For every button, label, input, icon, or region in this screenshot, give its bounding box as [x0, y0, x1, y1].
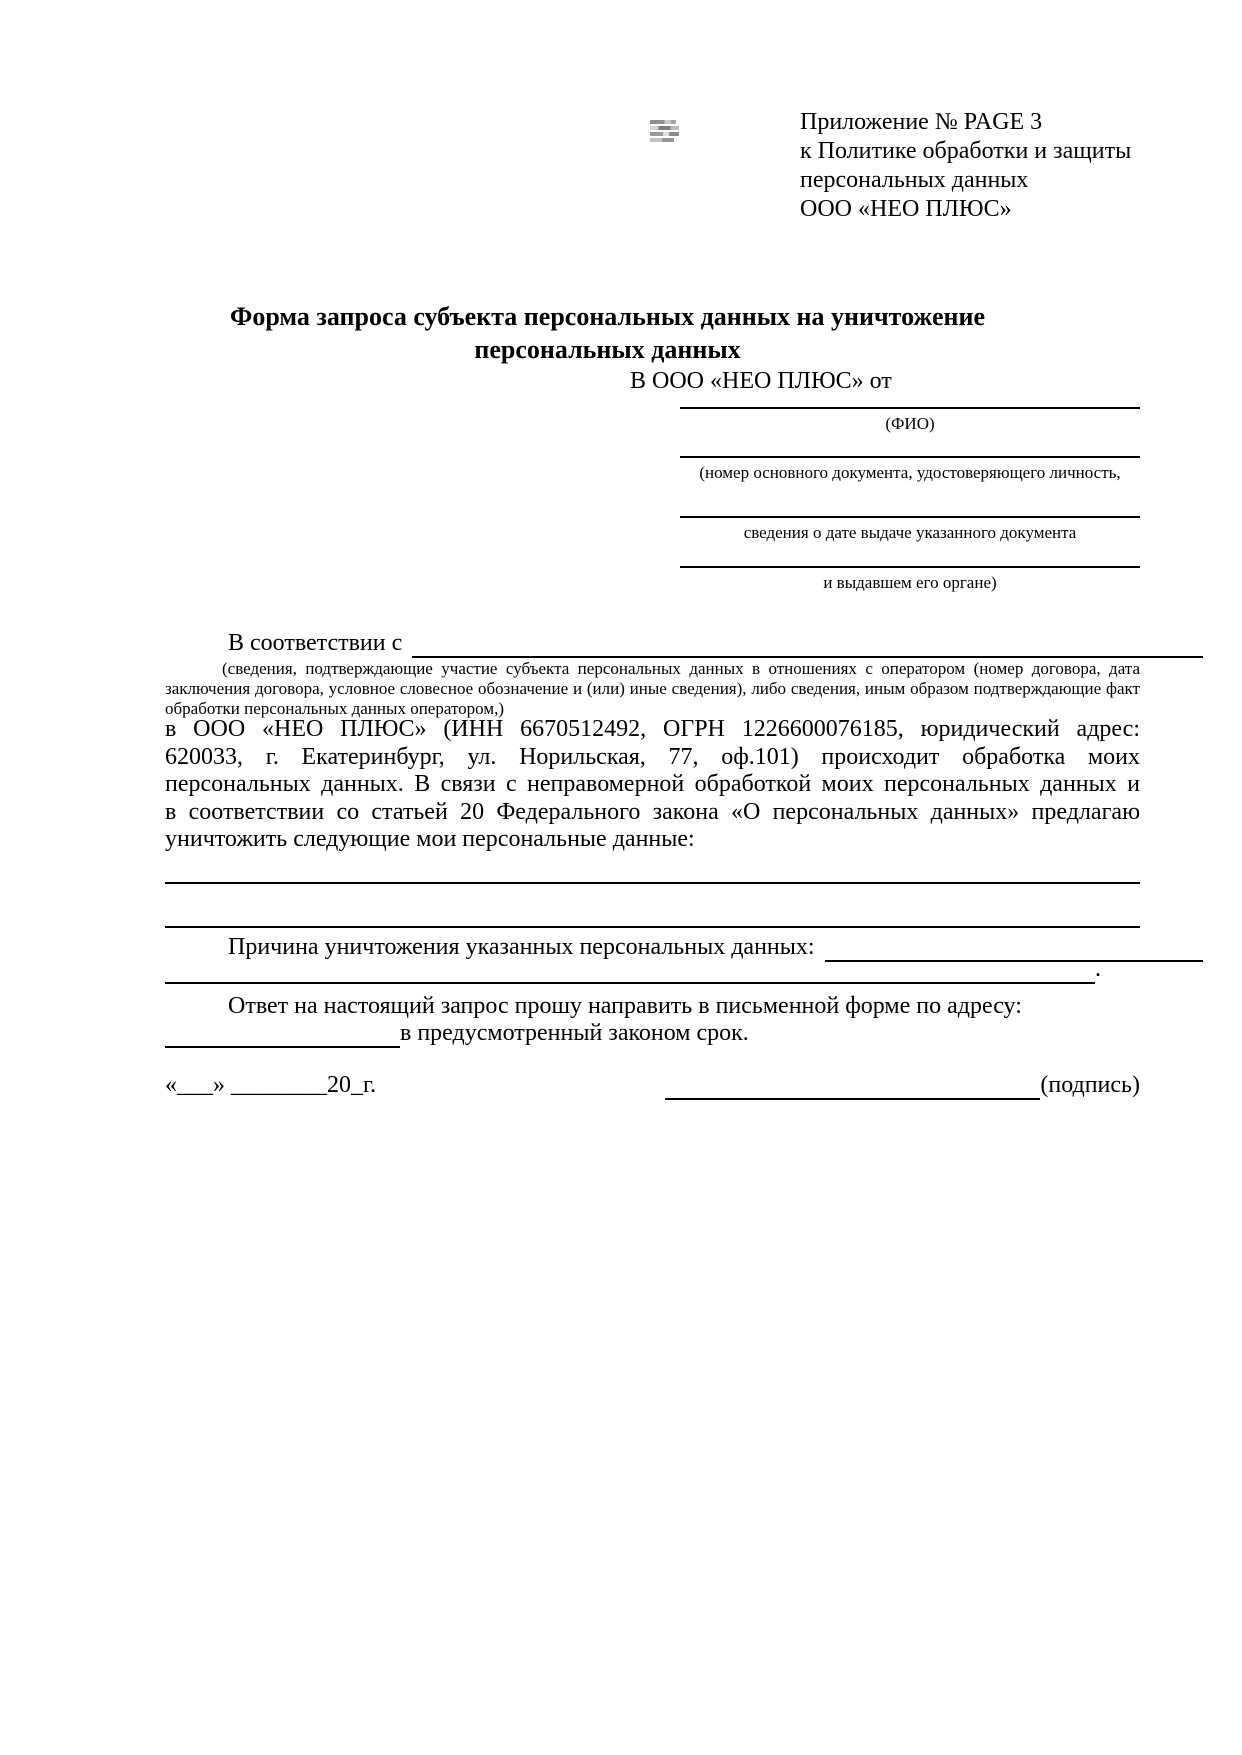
note-line: обработки персональных данных оператором,) [165, 699, 505, 718]
note-line: заключения договора, условное словесное обозначение и (или) иные сведения), либо сведения, иным образом подтверждающие факт [165, 679, 1140, 698]
addressee-line: В ООО «НЕО ПЛЮС» от [630, 368, 892, 394]
reason-continuation-row [165, 956, 1140, 984]
issuing-org-caption: и выдавшем его органе) [823, 573, 997, 592]
signature-caption: (подпись) [1040, 1072, 1140, 1098]
annex-line: ООО «НЕО ПЛЮС» [800, 196, 1012, 222]
main-paragraph [165, 716, 1140, 854]
address-input-line[interactable] [165, 1025, 400, 1048]
response-address-row [165, 1020, 1140, 1048]
fio-input-line[interactable] [680, 407, 1140, 409]
form-title [165, 300, 1050, 366]
accordance-row [165, 630, 1203, 658]
note-line: (сведения, подтверждающие участие субъекта персональных данных в отношениях с оператором (номер договора, дата [222, 659, 1140, 678]
fio-caption: (ФИО) [885, 414, 935, 433]
reason-label: Причина уничтожения указанных персональных данных: [228, 934, 815, 960]
personal-data-input-line-2[interactable] [165, 926, 1140, 928]
signature-input-line[interactable] [665, 1077, 1040, 1100]
body-line: уничтожить следующие мои персональные данные: [165, 826, 695, 852]
personal-data-input-line-1[interactable] [165, 882, 1140, 884]
signature-group [665, 1072, 1140, 1100]
issuing-org-input-line[interactable] [680, 566, 1140, 568]
body-line: персональных данных. В связи с неправомерной обработкой моих персональных данных и [165, 771, 1140, 797]
issue-date-caption: сведения о дате выдаче указанного документа [743, 523, 1077, 542]
body-line: в соответствии со статьей 20 Федерального закона «О персональных данных» предлагаю [165, 798, 1140, 825]
reason-period: . [1095, 956, 1101, 982]
embedded-object-icon [650, 120, 679, 142]
annex-line: Приложение № PAGE 3 [800, 109, 1043, 135]
annex-line: персональных данных [800, 167, 1029, 193]
response-deadline-text: в предусмотренный законом срок. [400, 1020, 749, 1046]
annex-line: к Политике обработки и защиты [800, 138, 1132, 164]
doc-number-input-line[interactable] [680, 456, 1140, 458]
form-title-line: Форма запроса субъекта персональных данных на уничтожение [229, 302, 985, 331]
doc-number-caption: (номер основного документа, удостоверяющего личность, [699, 463, 1121, 482]
issue-date-input-line[interactable] [680, 516, 1140, 518]
form-title-line: персональных данных [474, 335, 741, 364]
footer-row [165, 1072, 1140, 1100]
accordance-label: В соответствии с [228, 630, 403, 656]
date-blank-text[interactable]: «___» ________20_г. [165, 1072, 377, 1098]
accordance-input-line[interactable] [412, 635, 1203, 658]
body-line: в ООО «НЕО ПЛЮС» (ИНН 6670512492, ОГРН 1226600076185, юридический адрес: [165, 716, 1140, 742]
response-text: Ответ на настоящий запрос прошу направить в письменной форме по адресу: [228, 993, 1022, 1019]
annex-block [800, 108, 1131, 224]
reason-continuation-line[interactable] [165, 961, 1095, 984]
explanatory-note [165, 659, 1140, 719]
body-line: 620033, г. Екатеринбург, ул. Норильская, 77, оф.101) происходит обработка моих [165, 743, 1140, 770]
